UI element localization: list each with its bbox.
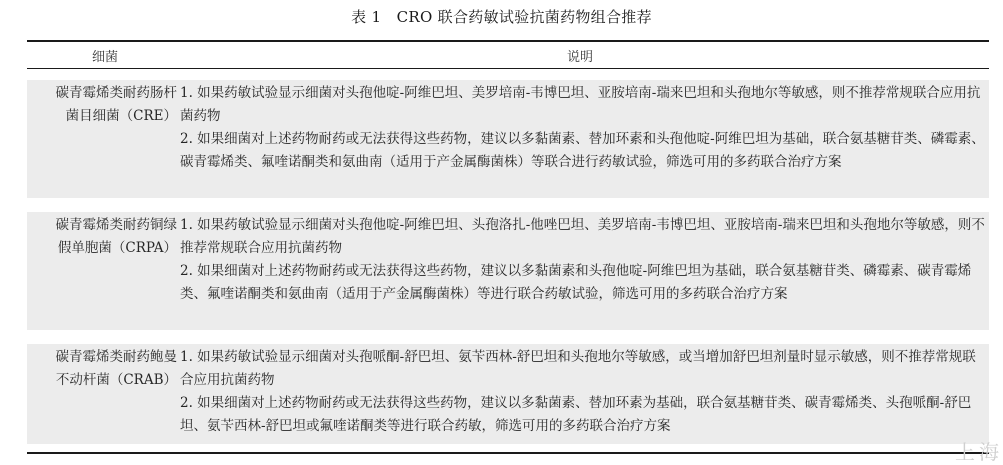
watermark: 上海	[955, 440, 1003, 464]
description-cell	[180, 346, 986, 438]
bacteria-line: 菌目细菌（CRE）	[65, 108, 177, 124]
bacteria-line: 碳青霉烯类耐药鲍曼	[55, 349, 177, 365]
header-rule	[27, 68, 989, 69]
table-row-crab	[27, 344, 989, 444]
bacteria-line: 假单胞菌（CRPA）	[57, 240, 177, 256]
bacteria-cell	[27, 82, 177, 128]
note-2: 2. 如果细菌对上述药物耐药或无法获得这些药物，建议以多黏菌素、替加环素为基础，联合氨基糖苷类、碳青霉烯类、头孢哌酮-舒巴坦、氨苄西林-舒巴坦或氟喹诺酮类等进行联合药敏，筛选可用的多药联合治疗方案	[180, 395, 972, 434]
table-row-cre	[27, 80, 989, 198]
bacteria-cell	[27, 214, 177, 260]
table-row-crpa	[27, 212, 989, 330]
header-bacteria: 细菌	[92, 50, 119, 65]
bacteria-cell	[27, 346, 177, 392]
note-1: 1. 如果药敏试验显示细菌对头孢他啶-阿维巴坦、头孢洛扎-他唑巴坦、美罗培南-韦博巴坦、亚胺培南-瑞来巴坦和头孢地尔等敏感，则不推荐常规联合应用抗菌药物	[180, 217, 985, 256]
note-2: 2. 如果细菌对上述药物耐药或无法获得这些药物，建议以多黏菌素和头孢他啶-阿维巴坦为基础，联合氨基糖苷类、磷霉素、碳青霉烯类、氟喹诺酮类和氨曲南（适用于产金属酶菌株）等进行联合药敏试验，筛选可用的多药联合治疗方案	[180, 263, 972, 302]
table-caption: 表 1 CRO 联合药敏试验抗菌药物组合推荐	[351, 8, 652, 26]
note-2: 2. 如果细菌对上述药物耐药或无法获得这些药物，建议以多黏菌素、替加环素和头孢他啶-阿维巴坦为基础，联合氨基糖苷类、磷霉素、碳青霉烯类、氟喹诺酮类和氨曲南（适用于产金属酶菌株）等联合进行药敏试验，筛选可用的多药联合治疗方案	[180, 131, 985, 170]
bacteria-line: 不动杆菌（CRAB）	[55, 372, 177, 388]
bacteria-line: 碳青霉烯类耐药铜绿	[55, 217, 177, 233]
bacteria-line: 碳青霉烯类耐药肠杆	[55, 85, 177, 101]
note-1: 1. 如果药敏试验显示细菌对头孢哌酮-舒巴坦、氨苄西林-舒巴坦和头孢地尔等敏感，或当增加舒巴坦剂量时显示敏感，则不推荐常规联合应用抗菌药物	[180, 349, 976, 388]
bottom-rule	[27, 452, 989, 454]
note-1: 1. 如果药敏试验显示细菌对头孢他啶-阿维巴坦、美罗培南-韦博巴坦、亚胺培南-瑞来巴坦和头孢地尔等敏感，则不推荐常规联合应用抗菌药物	[180, 85, 981, 124]
header-description: 说明	[567, 50, 594, 65]
description-cell	[180, 214, 986, 306]
top-rule	[27, 40, 989, 42]
description-cell	[180, 82, 986, 174]
